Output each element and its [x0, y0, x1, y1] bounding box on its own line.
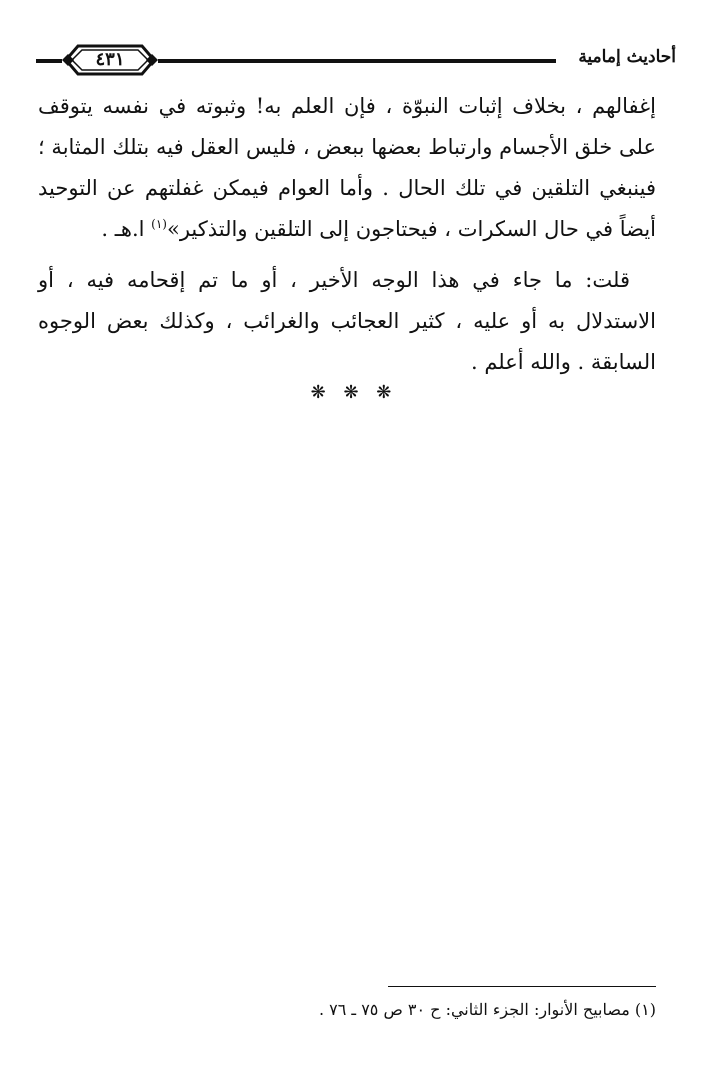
- header-rule: [158, 59, 556, 63]
- paragraph: [38, 86, 656, 250]
- paragraph-ending: ا.هـ .: [101, 217, 152, 241]
- footnote: (١) مصابيح الأنوار: الجزء الثاني: ح ٣٠ ص ٧٥ ـ ٧٦ .: [318, 1000, 656, 1019]
- footnote-marker[interactable]: (١): [151, 217, 167, 231]
- footnote-rule: [388, 986, 656, 987]
- section-separator: ❋ ❋ ❋: [310, 382, 398, 403]
- running-title: أحاديث إمامية: [578, 47, 676, 67]
- paragraph-text: إغفالهم ، بخلاف إثبات النبوّة ، فإن العلم به! وثبوته في نفسه يتوقف على خلق الأجسام وارتباط بعضها ببعض ، فليس العقل فيه بتلك المثابة ؛ فينبغي التلقين في تلك الحال . وأما العوام فيمكن غفلتهم عن التوحيد أيضاً في حال السكرات ، فيحتاجون إلى التلقين والتذكير»: [38, 94, 656, 241]
- page-number: ٤٣١: [95, 49, 125, 70]
- header-rule-end: [36, 59, 62, 63]
- main-text: [38, 86, 656, 383]
- page-number-ornament: [62, 42, 158, 78]
- page-header: [36, 42, 676, 78]
- paragraph: قلت: ما جاء في هذا الوجه الأخير ، أو ما تم إقحامه فيه ، أو الاستدلال به أو عليه ، كثير العجائب والغرائب ، وكذلك بعض الوجوه السابقة . والله أعلم .: [38, 268, 656, 374]
